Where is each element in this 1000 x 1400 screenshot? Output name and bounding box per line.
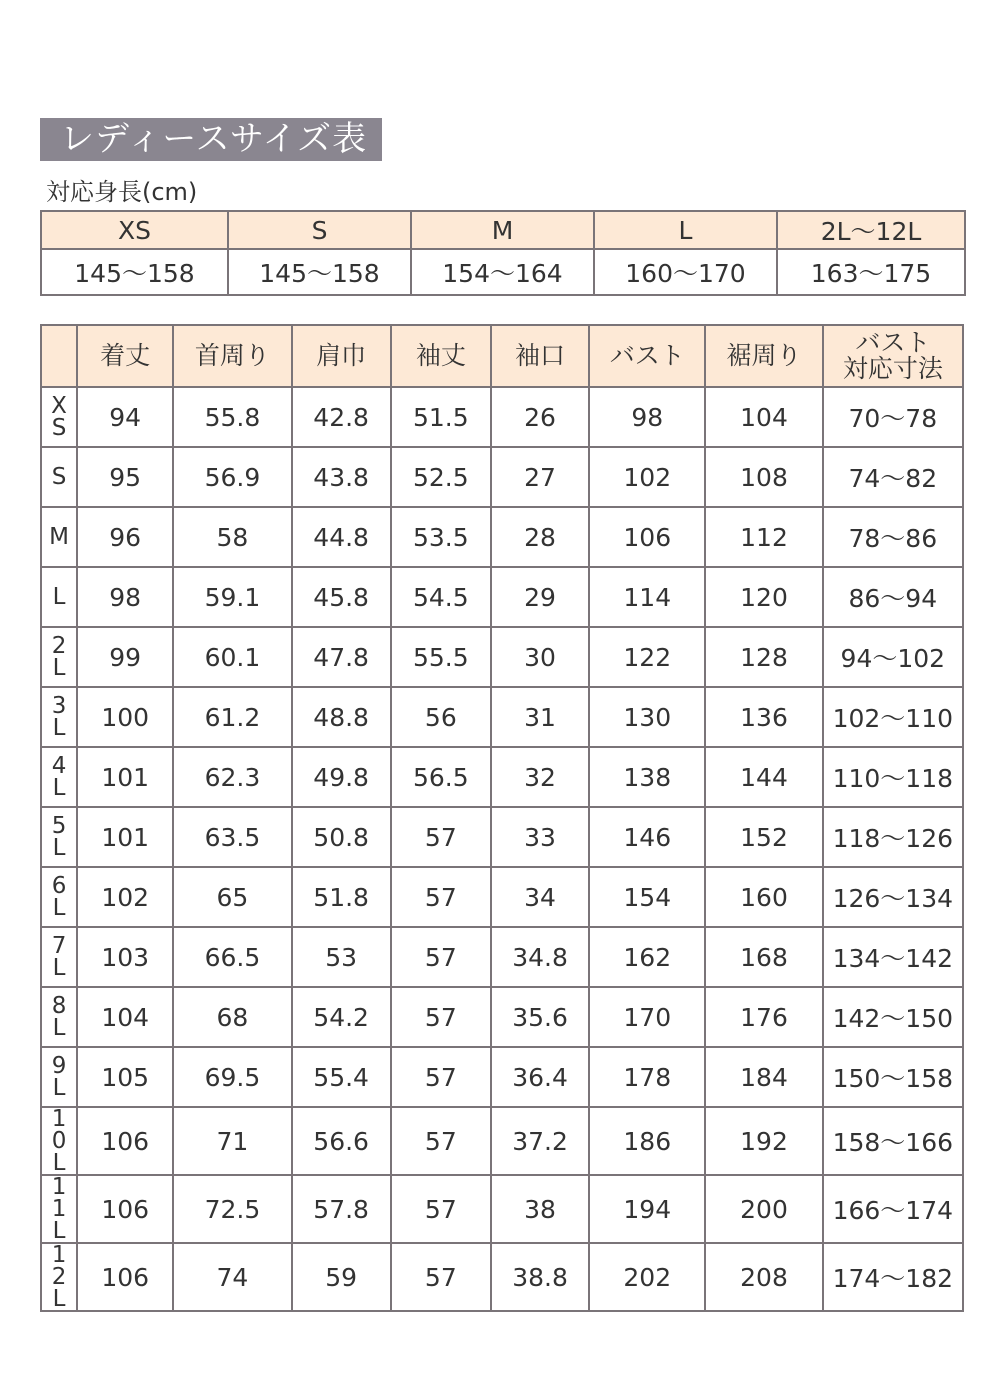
table-cell: 65 — [173, 867, 291, 927]
table-cell: 50.8 — [292, 807, 391, 867]
table-cell: 36.4 — [491, 1047, 589, 1107]
height-value-row — [41, 249, 965, 295]
height-size-header: M — [411, 211, 594, 249]
table-cell: 28 — [491, 507, 589, 567]
table-row — [41, 1243, 963, 1311]
column-header: 着丈 — [77, 325, 173, 387]
table-cell: 110〜118 — [823, 747, 963, 807]
table-cell: 70〜78 — [823, 387, 963, 447]
table-row — [41, 1047, 963, 1107]
table-cell: 104 — [77, 987, 173, 1047]
table-cell: 86〜94 — [823, 567, 963, 627]
table-cell: 101 — [77, 807, 173, 867]
table-cell: 78〜86 — [823, 507, 963, 567]
table-cell: 202 — [589, 1243, 705, 1311]
table-cell: 158〜166 — [823, 1107, 963, 1175]
row-size-label — [41, 747, 77, 807]
table-cell: 47.8 — [292, 627, 391, 687]
table-cell: 57 — [391, 1243, 491, 1311]
table-cell: 56 — [391, 687, 491, 747]
table-cell: 62.3 — [173, 747, 291, 807]
row-size-text: 9L — [51, 1053, 67, 1101]
row-size-label — [41, 567, 77, 627]
table-cell: 138 — [589, 747, 705, 807]
row-size-text: 12L — [51, 1242, 67, 1312]
table-cell: 51.5 — [391, 387, 491, 447]
table-cell: 55.5 — [391, 627, 491, 687]
table-cell: 126〜134 — [823, 867, 963, 927]
height-size-header: 2L〜12L — [777, 211, 965, 249]
table-row — [41, 687, 963, 747]
table-cell: 102 — [589, 447, 705, 507]
row-size-text: M — [49, 524, 69, 550]
row-size-text: L — [52, 584, 66, 610]
table-cell: 56.9 — [173, 447, 291, 507]
size-table — [40, 324, 964, 1312]
table-cell: 59.1 — [173, 567, 291, 627]
table-cell: 146 — [589, 807, 705, 867]
row-size-label — [41, 507, 77, 567]
table-cell: 162 — [589, 927, 705, 987]
table-cell: 55.8 — [173, 387, 291, 447]
row-size-text: 2L — [51, 633, 67, 681]
table-cell: 59 — [292, 1243, 391, 1311]
table-cell: 192 — [705, 1107, 822, 1175]
height-value: 145〜158 — [228, 249, 411, 295]
row-size-label — [41, 627, 77, 687]
table-cell: 120 — [705, 567, 822, 627]
table-cell: 60.1 — [173, 627, 291, 687]
table-cell: 54.5 — [391, 567, 491, 627]
table-cell: 38 — [491, 1175, 589, 1243]
table-cell: 94〜102 — [823, 627, 963, 687]
row-size-text: 11L — [51, 1174, 67, 1244]
table-cell: 27 — [491, 447, 589, 507]
table-cell: 56.5 — [391, 747, 491, 807]
table-cell: 98 — [589, 387, 705, 447]
table-cell: 49.8 — [292, 747, 391, 807]
size-table-header-row — [41, 325, 963, 387]
table-cell: 57.8 — [292, 1175, 391, 1243]
row-size-label — [41, 1175, 77, 1243]
row-size-text: 10L — [51, 1106, 67, 1176]
table-cell: 134〜142 — [823, 927, 963, 987]
table-row — [41, 1107, 963, 1175]
height-section-label: 対応身長(cm) — [46, 178, 198, 206]
table-cell: 35.6 — [491, 987, 589, 1047]
table-cell: 58 — [173, 507, 291, 567]
row-size-label — [41, 687, 77, 747]
column-header-bust-range — [823, 325, 963, 387]
table-cell: 63.5 — [173, 807, 291, 867]
table-cell: 45.8 — [292, 567, 391, 627]
table-cell: 178 — [589, 1047, 705, 1107]
table-cell: 170 — [589, 987, 705, 1047]
table-cell: 103 — [77, 927, 173, 987]
column-header: 袖丈 — [391, 325, 491, 387]
table-cell: 71 — [173, 1107, 291, 1175]
row-size-label — [41, 1047, 77, 1107]
table-cell: 101 — [77, 747, 173, 807]
table-cell: 154 — [589, 867, 705, 927]
table-row — [41, 807, 963, 867]
row-size-text: 5L — [51, 813, 67, 861]
size-table-body — [41, 387, 963, 1311]
column-header: 裾周り — [705, 325, 822, 387]
table-cell: 31 — [491, 687, 589, 747]
table-cell: 29 — [491, 567, 589, 627]
table-cell: 57 — [391, 867, 491, 927]
table-row — [41, 927, 963, 987]
row-size-text: 3L — [51, 693, 67, 741]
table-cell: 74〜82 — [823, 447, 963, 507]
table-cell: 68 — [173, 987, 291, 1047]
table-cell: 100 — [77, 687, 173, 747]
table-row — [41, 387, 963, 447]
row-size-label — [41, 1243, 77, 1311]
corner-cell — [41, 325, 77, 387]
row-size-text: S — [51, 464, 67, 490]
height-size-header: S — [228, 211, 411, 249]
row-size-text: 6L — [51, 873, 67, 921]
height-value: 163〜175 — [777, 249, 965, 295]
table-row — [41, 747, 963, 807]
row-size-text: 8L — [51, 993, 67, 1041]
column-header: 肩巾 — [292, 325, 391, 387]
row-size-text: XS — [51, 393, 67, 441]
height-size-row — [41, 211, 965, 249]
table-row — [41, 447, 963, 507]
table-cell: 48.8 — [292, 687, 391, 747]
table-cell: 66.5 — [173, 927, 291, 987]
table-cell: 34.8 — [491, 927, 589, 987]
table-cell: 106 — [77, 1107, 173, 1175]
row-size-label — [41, 387, 77, 447]
height-value: 160〜170 — [594, 249, 777, 295]
table-cell: 95 — [77, 447, 173, 507]
table-row — [41, 567, 963, 627]
table-cell: 130 — [589, 687, 705, 747]
row-size-label — [41, 867, 77, 927]
table-cell: 96 — [77, 507, 173, 567]
column-header: 袖口 — [491, 325, 589, 387]
table-cell: 26 — [491, 387, 589, 447]
table-cell: 53 — [292, 927, 391, 987]
table-cell: 194 — [589, 1175, 705, 1243]
table-cell: 57 — [391, 1047, 491, 1107]
table-cell: 176 — [705, 987, 822, 1047]
table-cell: 57 — [391, 1175, 491, 1243]
table-cell: 69.5 — [173, 1047, 291, 1107]
table-cell: 32 — [491, 747, 589, 807]
table-cell: 61.2 — [173, 687, 291, 747]
row-size-text: 7L — [51, 933, 67, 981]
table-cell: 43.8 — [292, 447, 391, 507]
height-table — [40, 210, 966, 296]
table-cell: 74 — [173, 1243, 291, 1311]
table-cell: 57 — [391, 927, 491, 987]
table-row — [41, 1175, 963, 1243]
table-cell: 118〜126 — [823, 807, 963, 867]
table-cell: 112 — [705, 507, 822, 567]
row-size-label — [41, 807, 77, 867]
table-cell: 57 — [391, 987, 491, 1047]
table-cell: 42.8 — [292, 387, 391, 447]
column-header: 首周り — [173, 325, 291, 387]
table-cell: 106 — [77, 1175, 173, 1243]
height-value: 145〜158 — [41, 249, 228, 295]
column-header: バスト — [589, 325, 705, 387]
table-cell: 208 — [705, 1243, 822, 1311]
table-cell: 34 — [491, 867, 589, 927]
table-cell: 105 — [77, 1047, 173, 1107]
table-cell: 128 — [705, 627, 822, 687]
table-cell: 114 — [589, 567, 705, 627]
table-cell: 160 — [705, 867, 822, 927]
row-size-label — [41, 927, 77, 987]
page-title: レディースサイズ表 — [40, 118, 382, 161]
table-cell: 57 — [391, 807, 491, 867]
table-cell: 168 — [705, 927, 822, 987]
table-cell: 94 — [77, 387, 173, 447]
table-cell: 150〜158 — [823, 1047, 963, 1107]
height-size-header: L — [594, 211, 777, 249]
table-cell: 184 — [705, 1047, 822, 1107]
table-cell: 166〜174 — [823, 1175, 963, 1243]
table-cell: 142〜150 — [823, 987, 963, 1047]
table-cell: 102 — [77, 867, 173, 927]
bust-header-line2: 対応寸法 — [842, 354, 943, 383]
table-cell: 99 — [77, 627, 173, 687]
bust-header-line1: バスト — [855, 328, 931, 357]
height-value: 154〜164 — [411, 249, 594, 295]
table-cell: 152 — [705, 807, 822, 867]
height-size-header: XS — [41, 211, 228, 249]
table-cell: 72.5 — [173, 1175, 291, 1243]
table-cell: 33 — [491, 807, 589, 867]
table-cell: 136 — [705, 687, 822, 747]
row-size-text: 4L — [51, 753, 67, 801]
table-cell: 108 — [705, 447, 822, 507]
table-row — [41, 867, 963, 927]
table-cell: 30 — [491, 627, 589, 687]
table-cell: 98 — [77, 567, 173, 627]
table-row — [41, 507, 963, 567]
table-cell: 51.8 — [292, 867, 391, 927]
table-row — [41, 987, 963, 1047]
table-cell: 56.6 — [292, 1107, 391, 1175]
table-cell: 54.2 — [292, 987, 391, 1047]
table-cell: 106 — [77, 1243, 173, 1311]
table-cell: 104 — [705, 387, 822, 447]
table-cell: 52.5 — [391, 447, 491, 507]
row-size-label — [41, 1107, 77, 1175]
table-cell: 38.8 — [491, 1243, 589, 1311]
table-row — [41, 627, 963, 687]
table-cell: 37.2 — [491, 1107, 589, 1175]
table-cell: 200 — [705, 1175, 822, 1243]
table-cell: 174〜182 — [823, 1243, 963, 1311]
table-cell: 122 — [589, 627, 705, 687]
table-cell: 144 — [705, 747, 822, 807]
row-size-label — [41, 447, 77, 507]
table-cell: 186 — [589, 1107, 705, 1175]
table-cell: 102〜110 — [823, 687, 963, 747]
table-cell: 55.4 — [292, 1047, 391, 1107]
table-cell: 53.5 — [391, 507, 491, 567]
table-cell: 44.8 — [292, 507, 391, 567]
table-cell: 106 — [589, 507, 705, 567]
row-size-label — [41, 987, 77, 1047]
table-cell: 57 — [391, 1107, 491, 1175]
